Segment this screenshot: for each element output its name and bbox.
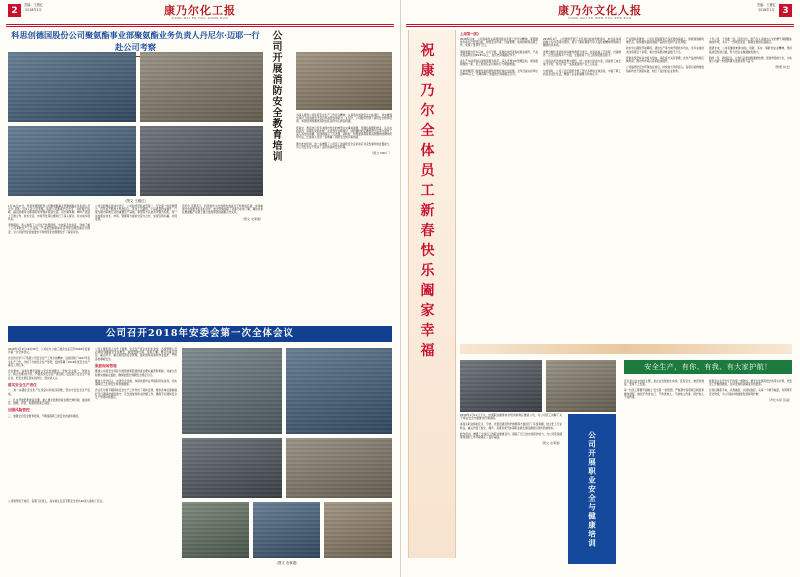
left-col-1: 1月16日17日，科思创德国股份公司聚氨酯事业部聚氨酯业务负责人丹尼尔·迈耶一行6人赴公司考察。集团公司董事长宋志平、总经理王俊峰、副总经理李文峰等陪同考察并座谈交流。双方就苯胺、MDI产业链上下游合作、技术交流、市场开发等议题进行了深入探讨，并达成多项共识。 考察期间，客人参观了公司生产装置现场、中控室及化验室，详细了解了公司苯胺生产工艺流程、产品质量控制体系及环保治理设施运行情况，对公司现代化的装置水平和规范化的管理给予了高度评价。 [8, 205, 90, 234]
left-signature-1: （图文 农事通） [241, 216, 263, 221]
decorative-divider [460, 344, 792, 354]
health-training-vertical-title: 公司开展职业安全与健康培训 [568, 414, 616, 564]
meeting-subhead-2: 狠抓现场管理 [95, 363, 117, 368]
photo-plant-tour [140, 126, 263, 196]
meeting-photo-caption: （图文 农事通） [274, 561, 300, 565]
right-col-1: 2018年以来，公司各单位认真贯彻落实年度工作会议精神，紧紧围绕年度生产经营目标，狠抓安全环保、设备管理、成本控制等各项工作，实现了首季开门红。 苯胺装置自开车以来，运行平稳，各项技术经济指标稳步提升，产品优级品率达到99.8%以上，创历史同期最好水平。 各生产车间坚持以现场管理为抓手，深入开展'6S'管理活动，现场面貌焕然一新，员工的责任意识和执行力明显增强。 设备管理部门加强设备的预防性维护和状态监测，全年设备完好率达到98%以上，有效保障了装置的长周期稳定运行。 [460, 38, 538, 76]
right-page-number: 3 [779, 4, 792, 17]
masthead-rule2-right [406, 26, 794, 27]
fire-training-signature: （图文 MDI厂） [370, 151, 392, 156]
meeting-col-3: 公司领导班子成员、各部门负责人、各车间主任及专职安全员共40余人参加了会议。 [8, 500, 105, 503]
publication-subtitle-left: KANG NAI ER HUA GONG BAO [171, 16, 229, 20]
photo-health-lecture [460, 360, 542, 412]
meeting-col-2: 公司主要负责人在会上强调，安全生产是企业的生命线，各级管理人员必须时刻绷紧安全这根弦，做到警钟长鸣、常抓不懈。要突出重点部位、重点环节、重点时段的安全管理，强化现场巡查和作业监护，严防各类事故发生。 狠抓现场管理 要建立完善安全风险分级管控和隐患排查治理双重预防机制，对重大危险源实施重点监控，确保装置长周期安全稳定运行。 要加大安全投入，完善安全设施，持续改善作业环境和劳动条件，切实保障员工生命安全和身体健康。 会议还对春节期间的安全生产工作作出了具体安排，要求各单位提前做好节日期间的值班值守、应急准备和防火防爆工作，确保节日期间安全生产形势持续稳定。 [95, 348, 177, 399]
photo-training-audience [546, 360, 616, 412]
photo-speaker [182, 438, 282, 498]
meeting-subhead-1: 落实安全生产责任 [8, 382, 37, 387]
photo-visit-meeting [8, 52, 136, 122]
photo-meeting-hall [182, 348, 282, 434]
meeting-subhead-3: 加强风险管控 [8, 408, 30, 413]
left-col-2: 公司总经理在座谈中表示，公司始终坚持质量第一、安全第一的发展理念，近年来不断加大科技投入，优化工艺路线，产品质量稳步提升，已成为国内苯胺行业的重要生产基地。希望双方以此次考察为契机，进一步加强在技术、市场、管理等方面的交流与合作，实现互利共赢、共同发展。 [95, 205, 177, 221]
right-masthead [400, 0, 800, 26]
photo-small-2 [253, 502, 320, 558]
right-signature-1: （整理 快发） [773, 65, 792, 70]
left-col-3: 丹尼尔·迈耶表示，科思创作为全球领先的高分子材料供应商，非常重视与中国优秀企业的合作，此次考察加深了对康乃尔的了解，期待未来在聚氨酯产业链上建立更加紧密的战略合作关系。 （图文 农事通） [182, 205, 263, 221]
photo-seated-row [286, 438, 392, 498]
publication-subtitle-right: KANG NAI ER WEN HUA REN BAO [568, 16, 632, 20]
left-photo-caption-1: （图文 王雅红） [123, 199, 148, 203]
safety-signature: （净化车间 张磊） [767, 397, 792, 402]
left-masthead [0, 0, 400, 26]
health-training-text: 2018年1月11日下午，中国职业健康协会培训讲师应邀到公司，为公司员工讲解了关于'职业安全与健康'的专题讲座。 讲座从职业病的定义、分类、危害因素及防护措施等方面进行了系统讲解，结合化工行业特点，重点介绍了粉尘、噪声、有毒有害气体等职业病危害因素的识别与防控知识。 此次培训，增强了全体员工的职业健康意识，提高了员工的自我保护能力，为公司营造健康和谐的工作环境奠定了良好基础。 （图文 农事通） [460, 414, 562, 446]
right-page [400, 0, 800, 577]
health-training-signature: （图文 农事通） [540, 441, 562, 446]
photo-meeting-attendees [286, 348, 392, 434]
meeting-col-1: 2018年1月9日14时30分，公司在办公楼三楼会议室召开2018年安委会第一次全体会议。 会议传达学习了集团公司安全生产工作会议精神，总结回顾了2017年安全生产工作，分析了当前安全生产形势，安排部署了2018年度安全生产重点工作任务。 会议要求，各单位要牢固树立安全发展理念，坚持'安全第一、预防为主、综合治理'的方针，严格落实安全生产责任制，层层签订安全生产责任书，把安全责任落实到岗位、落实到人头。 落实安全生产责任 一、进一步强化安全生产红线意识和底线思维，坚决守住安全生产底线。 二、扎实开展隐患排查治理，建立健全隐患排查治理长效机制，做到责任、措施、资金、时限和预案五到位。 加强风险管控 三、加强全员安全教育培训，不断提高职工的安全技能和素质。 [8, 348, 90, 418]
masthead-rule-left [6, 24, 394, 25]
left-main-headline: 科思创德国股份公司聚氨酯事业部聚氨酯业务负责人丹尼尔·迈耶一行赴公司考察 [11, 30, 260, 52]
publication-title-left: 康乃尔化工报 [164, 4, 236, 17]
masthead-rule-right [406, 24, 794, 25]
right-col-4: 十年公司，十年磨一剑。回首过往，康乃尔人以敢为人先的勇气和脚踏实地的作风，书写了一部艰苦创业、跨越发展的壮丽篇章。 展望未来，公司将继续秉承'诚信、创新、务实、奉献'的企业精神，坚持高质量发展之路，努力把企业做强做优做大。 新的一年，新的起点。让我们以更加饱满的热情、更加昂扬的斗志，为实现公司新一轮的跨越式发展而努力奋斗！ （整理 快发） [709, 38, 792, 70]
masthead-rule2-left [6, 26, 394, 27]
new-year-banner: 祝康乃尔全体员工新春快乐 阖家幸福 [408, 30, 456, 558]
photo-small-1 [182, 502, 249, 558]
safety-col-2: 班组是企业安全生产的第一道防线，要充分发挥班组长的带头作用，把安全工作做细做实，及时发现和消除身边的隐患。 让我们携起手来，从我做起，从现在做起，从每一个细节做起，共同筑牢安全防线，为公司的持续健康发展保驾护航！ （净化车间 张磊） [709, 380, 792, 402]
safety-col-1: 安全是企业永恒的主题，是企业发展的生命线。没有安全，就没有效益，更谈不上发展。 每一位员工都要牢固树立'安全第一'的思想，严格遵守各项规章制度和操作规程，做到不伤害自己、不伤害他人、不被他人伤害、保护他人不受伤害。 [624, 380, 704, 399]
left-masthead-meta: 责编：王雅红 2018年1月 [24, 3, 44, 12]
photo-conference-room [140, 52, 263, 122]
right-col-3: 产业链纵深推进，公司在巩固现有产品优势的基础上，积极谋划新的增长点，加快推进高附加值产品的开发和产业化进程。 技术中心围绕节能降耗、清洁生产等方向开展技术攻关，全年完成技术改造项目十余项，累计创造经济效益数千万元。 营销系统坚持以市场为导向，深化客户关系管理，优化产品结构和区域布局，国内外市场占有率稳步提升。 公司始终把安全环保放在首位，持续加大环保投入，各项污染物排放指标均优于国家标准，树立了良好的企业形象。 [626, 38, 704, 73]
fire-training-text: 为深入贯彻公司年度安全生产工作会议精神，认真落实消防安全主体责任，切实增强全体员工的消防安全意识和自防自救能力，1月份，公司组织开展了消防安全教育培训。本次培训特邀市消防支队宣传中心教官授课。 培训中，教官结合近年来国内发生的典型火灾事故案例，用通俗易懂的语言，从火灾的起因、初期火灾的扑救、火灾逃生自救常识、消防器材的正确使用方法等方面作了深入浅出的讲解，并现场演示了灭火器、消防栓、防毒面具等常用消防器材的操作使用方法，让参训人员进一步掌握了消防安全知识和技能。 通过此次培训，进一步增强了公司员工的消防安全意识和应对突发事件的处置能力，为公司安全生产营造了良好的消防安全环境。 （图文 MDI厂） [296, 114, 392, 156]
fire-training-vertical-title: 公司开展消防安全教育培训 [270, 30, 281, 162]
photo-group-visitors [8, 126, 136, 196]
right-masthead-meta: 责编：王雅红 2018年1月 [756, 3, 776, 12]
safety-slogan-banner: 安全生产，有你、有我、有大家护航！ [624, 360, 792, 374]
photo-fire-training [296, 52, 392, 110]
photo-small-3 [324, 502, 392, 558]
publication-title-right: 康乃尔文化人报 [558, 4, 642, 17]
safety-meeting-banner: 公司召开2018年安委会第一次全体会议 [8, 326, 392, 342]
section-label: 上周第一版》 [460, 32, 481, 36]
right-col-2: 2018年1月，公司组织开展了全员岗位技能竞赛活动，来自各车间的数十名选手同台竞技，展示了新时期康乃尔人良好的精神风貌和过硬的技术本领。 竞赛分理论考试和实际操作两部分进行，内容涵盖工艺流程、设备操作、应急处置等多个方面，全面检验了员工的岗位胜任能力。 公司将以此次技能竞赛为契机，进一步加大培训力度，搭建员工成长成才平台，努力打造一支高素质的产业工人队伍。 与此同时，公司工会还组织开展了形式多样的文体活动，丰富了职工的业余文化生活，增强了企业的凝聚力和向心力。 [543, 38, 621, 76]
left-page-number: 2 [8, 4, 21, 17]
